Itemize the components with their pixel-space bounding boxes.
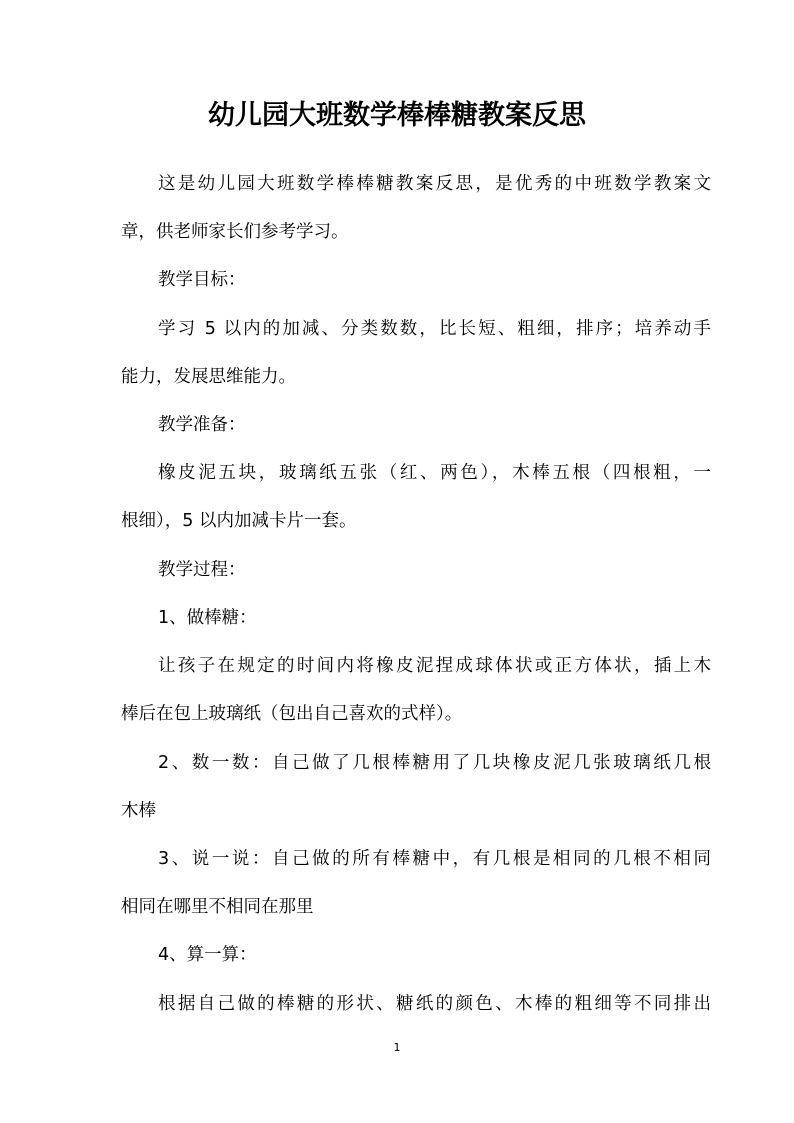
step3-line-2: 相同在哪里不相同在那里 bbox=[121, 897, 314, 917]
prep-line-2: 根细），5 以内加减卡片一套。 bbox=[121, 511, 357, 531]
step2-line-1: 2、数一数：自己做了几根棒糖用了几块橡皮泥几张玻璃纸几根 bbox=[158, 753, 711, 773]
prep-line-1: 橡皮泥五块，玻璃纸五张（红、两色），木棒五根（四根粗，一 bbox=[158, 463, 711, 483]
step2-line-2: 木棒 bbox=[121, 801, 156, 821]
goal-heading: 教学目标： bbox=[158, 270, 246, 290]
step1-line-2: 棒后在包上玻璃纸（包出自己喜欢的式样）。 bbox=[121, 704, 463, 724]
process-heading: 教学过程： bbox=[158, 560, 246, 580]
page-number: 1 bbox=[393, 1041, 401, 1054]
intro-line-1: 这是幼儿园大班数学棒棒糖教案反思，是优秀的中班数学教案文 bbox=[158, 174, 711, 194]
step3-line-1: 3、说一说：自己做的所有棒糖中，有几根是相同的几根不相同 bbox=[158, 849, 711, 869]
intro-line-2: 章，供老师家长们参考学习。 bbox=[121, 222, 349, 242]
step4-line-1: 根据自己做的棒糖的形状、糖纸的颜色、木棒的粗细等不同排出 bbox=[158, 994, 711, 1014]
document-title: 幼儿园大班数学棒棒糖教案反思 bbox=[208, 100, 586, 131]
goal-line-1: 学习 5 以内的加减、分类数数，比长短、粗细，排序；培养动手 bbox=[158, 319, 711, 339]
step1-line-1: 让孩子在规定的时间内将橡皮泥捏成球体状或正方体状，插上木 bbox=[158, 656, 711, 676]
goal-line-2: 能力，发展思维能力。 bbox=[121, 367, 296, 387]
step1-heading: 1、做棒糖： bbox=[158, 608, 257, 628]
prep-heading: 教学准备： bbox=[158, 415, 246, 435]
step4-heading: 4、算一算： bbox=[158, 945, 257, 965]
